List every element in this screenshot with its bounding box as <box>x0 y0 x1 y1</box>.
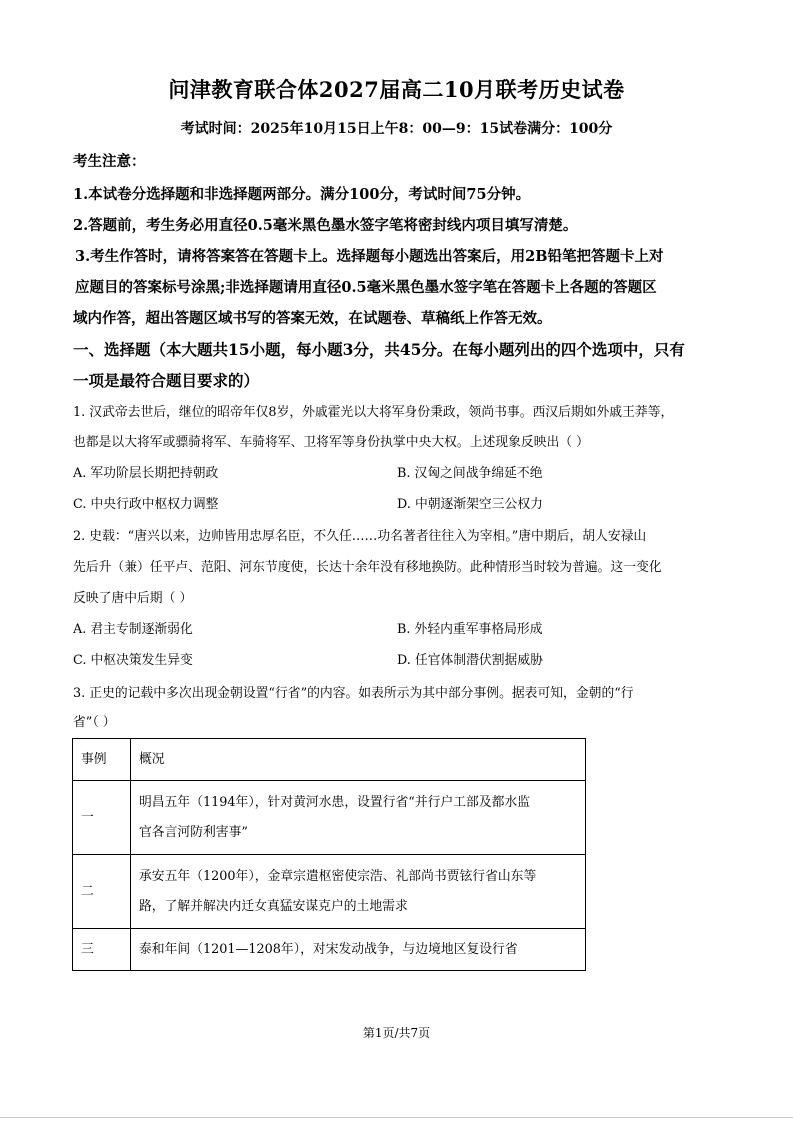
question-2-text: 2. 史载：“唐兴以来，边帅皆用忠厚名臣，不久任……功名著者往往入为宰相。”唐中期后，胡人安禄山 <box>73 529 647 544</box>
table-cell-line: 明昌五年（1194年），针对黄河水患，设置行省“并行户工部及都水监 <box>139 794 531 810</box>
table-header-cell: 概况 <box>131 739 586 781</box>
question-1-option-c: C. 中央行政中枢权力调整 <box>73 497 219 512</box>
table-cell-line: 官各言河防利害事” <box>139 824 248 840</box>
question-1-text: 也都是以大将军或骠骑将军、车骑将军、卫将军等身份执掌中央大权。上述现象反映出（ ） <box>73 435 589 450</box>
notice-item: 2.答题前，考生务必用直径0.5毫米黑色墨水签字笔将密封线内项目填写清楚。 <box>73 217 578 234</box>
table-cell-num: 二 <box>73 855 131 929</box>
question-1-option-a: A. 军功阶层长期把持朝政 <box>73 466 219 481</box>
question-3-text: 3. 正史的记载中多次出现金朝设置“行省”的内容。如表所示为其中部分事例。据表可知，金朝的“行 <box>73 686 634 701</box>
question-1-text: 1. 汉武帝去世后，继位的昭帝年仅8岁，外戚霍光以大将军身份秉政，领尚书事。西汉后期如外戚王莽等， <box>73 405 674 420</box>
notice-item: 1.本试卷分选择题和非选择题两部分。满分100分，考试时间75分钟。 <box>73 186 531 203</box>
page-bottom-divider <box>0 1117 793 1118</box>
table-row <box>73 929 586 971</box>
table-header-cell: 事例 <box>73 739 131 781</box>
question-2-text: 先后升（兼）任平卢、范阳、河东节度使，长达十余年没有移地换防。此种情形当时较为普遍。这一变化 <box>73 560 662 575</box>
table-cell-num: 一 <box>73 781 131 855</box>
section-heading-cont: 一项是最符合题目要求的） <box>73 371 260 390</box>
exam-info: 考试时间：2025年10月15日上午8：00—9：15试卷满分：100分 <box>180 121 613 137</box>
table-header-row <box>73 739 586 781</box>
table-cell-line: 路，了解并解决内迁女真猛安谋克户的土地需求 <box>139 898 408 914</box>
table-cell-num: 三 <box>73 929 131 971</box>
table-row <box>73 855 586 929</box>
question-2-option-d: D. 任官体制潜伏割据威胁 <box>397 653 543 668</box>
table-cell-line: 泰和年间（1201—1208年），对宋发动战争，与边境地区复设行省 <box>139 941 518 957</box>
question-1-option-d: D. 中朝逐渐架空三公权力 <box>397 497 543 512</box>
notice-item: 3.考生作答时，请将答案答在答题卡上。选择题每小题选出答案后，用2B铅笔把答题卡上对 <box>75 248 664 265</box>
table-cell-desc <box>131 781 586 855</box>
question-2-option-b: B. 外轻内重军事格局形成 <box>397 622 543 637</box>
notice-item: 域内作答，超出答题区域书写的答案无效，在试题卷、草稿纸上作答无效。 <box>73 310 552 327</box>
notice-heading: 考生注意： <box>73 153 146 170</box>
notice-item: 应题目的答案标号涂黑;非选择题请用直径0.5毫米黑色墨水签字笔在答题卡上各题的答题区 <box>75 279 657 296</box>
section-heading: 一、选择题（本大题共15小题，每小题3分，共45分。在每小题列出的四个选项中，只有 <box>73 340 685 359</box>
question-1-option-b: B. 汉匈之间战争绵延不绝 <box>397 466 543 481</box>
table-cell-desc <box>131 929 586 971</box>
question-2-text: 反映了唐中后期（ ） <box>73 591 193 606</box>
page-number: 第1页/共7页 <box>362 1026 431 1040</box>
page-title: 问津教育联合体2027届高二10月联考历史试卷 <box>168 77 625 102</box>
table-row <box>73 781 586 855</box>
events-table <box>72 738 586 971</box>
table-cell-line: 承安五年（1200年），金章宗遣枢密使宗浩、礼部尚书贾铉行省山东等 <box>139 868 537 884</box>
question-2-option-c: C. 中枢决策发生异变 <box>73 653 193 668</box>
table-cell-desc <box>131 855 586 929</box>
question-2-option-a: A. 君主专制逐渐弱化 <box>73 622 193 637</box>
question-3-text: 省”（ ） <box>73 715 116 730</box>
